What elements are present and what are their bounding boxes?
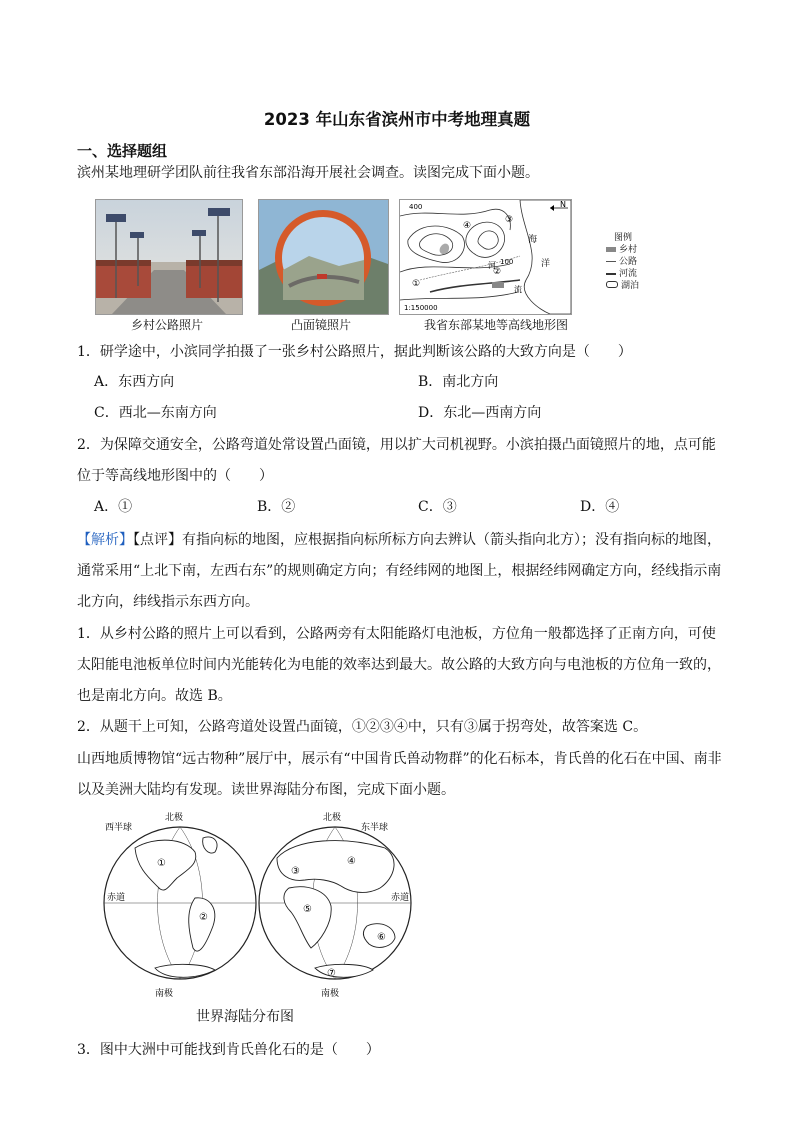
map-marker-3: ③ bbox=[291, 866, 300, 877]
west-hemisphere-label: 西半球 bbox=[105, 823, 133, 833]
point-4: ④ bbox=[463, 221, 472, 231]
contour-map bbox=[399, 199, 572, 315]
point-3: ③ bbox=[505, 215, 514, 225]
analysis-tag: 【解析】 bbox=[77, 532, 133, 548]
q2-option-d[interactable]: D．④ bbox=[580, 499, 620, 515]
sea-label-2: 洋 bbox=[541, 259, 551, 269]
intro2-line2: 以及美洲大陆均有发现。读世界海陆分布图，完成下面小题。 bbox=[77, 782, 455, 798]
south-pole-label-east: 南极 bbox=[321, 989, 340, 999]
map-caption: 我省东部某地等高线地形图 bbox=[424, 318, 569, 332]
world-map-caption: 世界海陆分布图 bbox=[196, 1009, 294, 1025]
river-label-1: 河 bbox=[488, 261, 496, 270]
q1-option-d[interactable]: D．东北—西南方向 bbox=[418, 405, 542, 421]
road-symbol bbox=[606, 261, 616, 262]
north-pole-label-west: 北极 bbox=[165, 813, 184, 823]
comment-tag: 【点评】 bbox=[133, 532, 182, 548]
q1-option-a[interactable]: A．东西方向 bbox=[94, 374, 175, 390]
answer1-line3: 也是南北方向。故选 B。 bbox=[77, 688, 232, 704]
q2-option-a[interactable]: A．① bbox=[94, 499, 133, 515]
river-symbol bbox=[606, 273, 616, 275]
intro-text: 滨州某地理研学团队前往我省东部沿海开展社会调查。读图完成下面小题。 bbox=[77, 165, 539, 181]
answer1-line2: 太阳能电池板单位时间内光能转化为电能的效率达到最大。故公路的大致方向与电池板的方位角一致的， bbox=[77, 657, 721, 673]
q1-option-b[interactable]: B．南北方向 bbox=[418, 374, 499, 390]
east-hemisphere-label: 东半球 bbox=[361, 823, 389, 833]
map-marker-1: ① bbox=[157, 858, 166, 869]
map-marker-2: ② bbox=[199, 912, 208, 923]
section-heading: 一、选择题组 bbox=[77, 142, 168, 160]
answer1-line1: 1．从乡村公路的照片上可以看到，公路两旁有太阳能路灯电池板，方位角一般都选择了正南方向，可使 bbox=[77, 626, 716, 642]
legend-item-river: 河流 bbox=[606, 268, 639, 280]
map-marker-4: ④ bbox=[347, 856, 356, 867]
legend-item-village: 乡村 bbox=[606, 244, 639, 256]
map-legend bbox=[606, 232, 639, 292]
answer2-line: 2．从题干上可知，公路弯道处设置凸面镜，①②③④中，只有③属于拐弯处，故答案选 C。 bbox=[77, 719, 648, 735]
lake-symbol bbox=[606, 281, 618, 288]
analysis-line3: 北方向，纬线指示东西方向。 bbox=[77, 594, 259, 610]
scale-label: 1:150000 bbox=[404, 304, 438, 312]
map-marker-5: ⑤ bbox=[303, 904, 312, 915]
equator-label-west: 赤道 bbox=[107, 893, 126, 903]
analysis-line2: 通常采用“上北下南，左西右东”的规则确定方向；有经纬网的地图上，根据经纬网确定方向，经线指示南 bbox=[77, 563, 722, 579]
q2-stem-line2: 位于等高线地形图中的（ ） bbox=[77, 468, 273, 484]
q1-option-c[interactable]: C．西北—东南方向 bbox=[94, 405, 217, 421]
mirror-photo bbox=[258, 199, 389, 315]
sea-label-1: 海 bbox=[528, 235, 538, 245]
q1-stem: 1．研学途中，小滨同学拍摄了一张乡村公路照片，据此判断该公路的大致方向是（ ） bbox=[77, 344, 632, 360]
north-pole-label-east: 北极 bbox=[323, 813, 342, 823]
q2-stem-line1: 2．为保障交通安全，公路弯道处常设置凸面镜，用以扩大司机视野。小滨拍摄凸面镜照片的地，点可能 bbox=[77, 437, 716, 453]
map-marker-6: ⑥ bbox=[377, 932, 386, 943]
equator-label-east: 赤道 bbox=[391, 893, 410, 903]
point-2: ② bbox=[493, 267, 502, 277]
q3-stem: 3．图中大洲中可能找到肯氏兽化石的是（ ） bbox=[77, 1042, 380, 1058]
q2-option-b[interactable]: B．② bbox=[257, 499, 296, 515]
page-title: 2023 年山东省滨州市中考地理真题 bbox=[263, 110, 531, 129]
point-1: ① bbox=[412, 279, 421, 289]
contour-label-400: 400 bbox=[409, 203, 423, 211]
mirror-photo-caption: 凸面镜照片 bbox=[291, 318, 352, 332]
q2-option-c[interactable]: C．③ bbox=[418, 499, 457, 515]
north-label: N bbox=[560, 200, 566, 209]
south-pole-label-west: 南极 bbox=[155, 989, 174, 999]
world-map bbox=[95, 808, 425, 1008]
road-photo-caption: 乡村公路照片 bbox=[131, 318, 204, 332]
legend-title: 图例 bbox=[614, 233, 633, 243]
intro2-line1: 山西地质博物馆“远古物种”展厅中，展示有“中国肯氏兽动物群”的化石标本，肯氏兽的化石在中国、南非 bbox=[77, 751, 722, 767]
legend-item-road: 公路 bbox=[606, 256, 639, 268]
village-symbol bbox=[606, 247, 616, 252]
contour-label-100: 100 bbox=[500, 258, 514, 266]
road-photo bbox=[95, 199, 243, 315]
analysis-line1: 【解析】【点评】有指向标的地图，应根据指向标所标方向去辨认（箭头指向北方）；没有指向标的地图， bbox=[77, 532, 721, 548]
legend-item-lake: 湖泊 bbox=[606, 280, 639, 292]
river-label-2: 流 bbox=[514, 285, 522, 294]
map-marker-7: ⑦ bbox=[327, 968, 336, 979]
